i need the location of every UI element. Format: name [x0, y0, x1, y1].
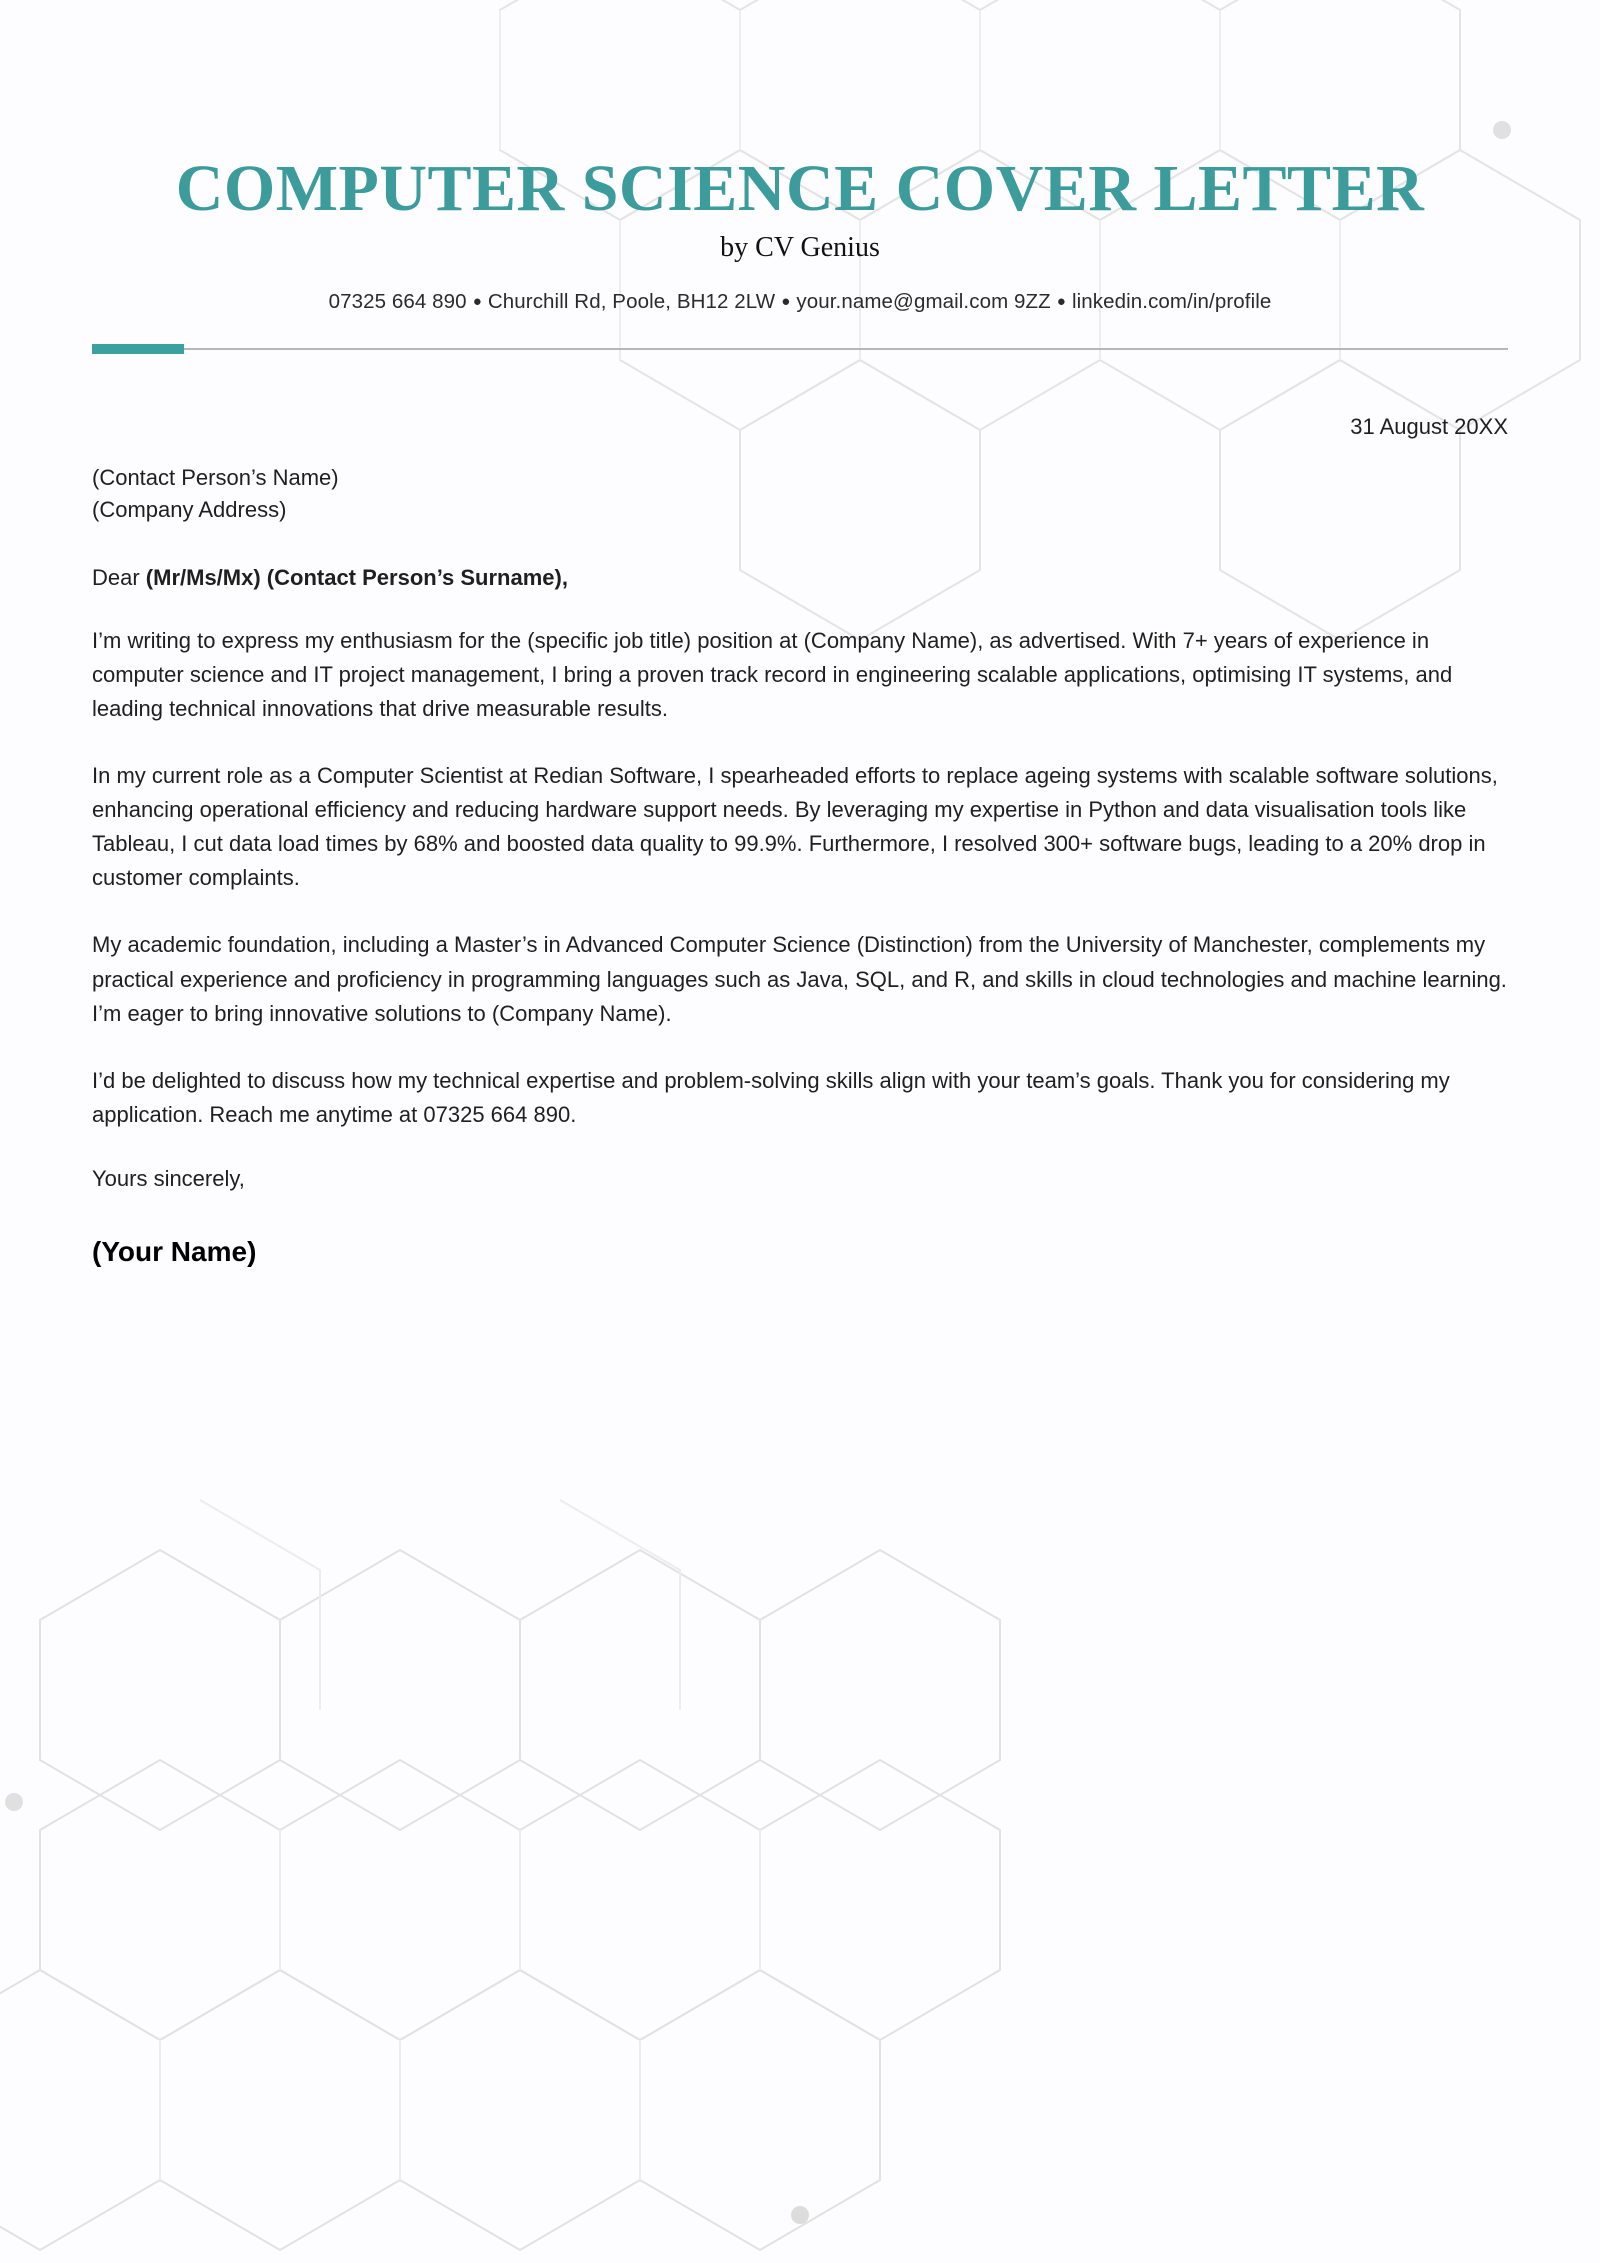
body-paragraph-4: I’d be delighted to discuss how my technical expertise and problem-solving skills align with your team’s goals. Thank you for considering my application. Reach me anytime at 07325 664 890.	[92, 1067, 1450, 1127]
body-paragraph-3: My academic foundation, including a Master’s in Advanced Computer Science (Distinction) from the University of Manchester, complements my practical experience and proficiency in programming languages such as Java, SQL, and R, and skills in cloud technologies and machine learning. I’m eager to bring innovative solutions to (Company Name).	[92, 932, 1507, 1026]
bullet-separator-icon: ●	[781, 293, 791, 311]
bullet-separator-icon: ●	[472, 293, 482, 311]
contact-phone: 07325 664 890	[328, 290, 467, 314]
contact-linkedin[interactable]: linkedin.com/in/profile	[1071, 290, 1272, 314]
body-paragraph-2: In my current role as a Computer Scientist at Redian Software, I spearheaded efforts to replace ageing systems with scalable software solutions, enhancing operational efficiency and reducing hardware support needs. By leveraging my expertise in Python and data visualisation tools like Tableau, I cut data load times by 68% and boosted data quality to 99.9%. Furthermore, I resolved 300+ software bugs, leading to a 20% drop in customer complaints.	[92, 763, 1498, 891]
bullet-separator-icon: ●	[1056, 293, 1066, 311]
signature-name: (Your Name)	[92, 1235, 257, 1267]
contact-address: Churchill Rd, Poole, BH12 2LW	[487, 290, 776, 314]
salutation-greeting: Dear	[92, 564, 146, 590]
contact-email[interactable]: your.name@gmail.com 9ZZ	[796, 290, 1051, 314]
page-title: COMPUTER SCIENCE COVER LETTER	[175, 152, 1425, 225]
recipient-name: (Contact Person’s Name)	[92, 465, 339, 491]
salutation	[92, 565, 1508, 591]
accent-bar	[92, 344, 184, 354]
body-paragraph-1: I’m writing to express my enthusiasm for the (specific job title) position at (Company Name), as advertised. With 7+ years of experience in computer science and IT project management, I bring a proven track record in engineering scalable applications, optimising IT systems, and leading technical innovations that drive measurable results.	[92, 627, 1453, 721]
contact-line	[92, 290, 1508, 314]
letter-date: 31 August 20XX	[1350, 414, 1508, 440]
closing-signoff: Yours sincerely,	[92, 1165, 245, 1191]
document-subtitle: by CV Genius	[720, 232, 880, 264]
recipient-block	[92, 462, 1508, 524]
salutation-comma: ,	[561, 564, 568, 590]
salutation-recipient: (Mr/Ms/Mx) (Contact Person’s Surname)	[145, 564, 562, 590]
divider-line	[92, 348, 1508, 350]
recipient-address: (Company Address)	[92, 496, 287, 522]
header-divider	[92, 344, 1508, 354]
